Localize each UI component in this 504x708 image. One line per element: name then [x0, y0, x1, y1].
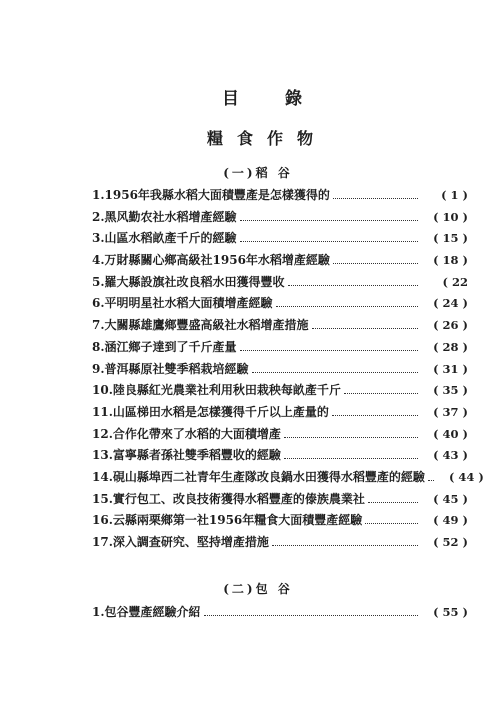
entry-title: 17.深入調查研究、堅持增產措施	[92, 535, 269, 549]
entry-title: 2.黑风勤农社水稻增產經驗	[92, 209, 237, 224]
section-heading-rice: (一)稻 谷	[223, 166, 293, 180]
dot-leader	[240, 220, 418, 221]
dot-leader	[240, 350, 418, 351]
dot-leader	[276, 306, 418, 307]
toc-entry	[92, 229, 468, 251]
page-number: ( 49 )	[433, 513, 468, 528]
dot-leader	[365, 523, 418, 524]
toc-list-rice	[92, 186, 484, 555]
page-number: ( 10 )	[433, 209, 468, 224]
dot-leader	[252, 372, 418, 373]
entry-title: 5.羅大縣設旗社改良稻水田獲得豐收	[92, 274, 285, 289]
page-number: ( 26 )	[433, 318, 468, 333]
toc-entry	[92, 360, 468, 382]
entry-title: 14.硯山縣埠西二社青年生產隊改良鍋水田獲得水稻豐產的經驗	[92, 469, 425, 484]
page-number: ( 31 )	[433, 361, 468, 376]
page-number: ( 15 )	[433, 231, 468, 246]
page-number: ( 52 )	[433, 535, 468, 549]
entry-title: 10.陸良縣紅光農業社利用秋田栽秧每畝產千斤	[92, 383, 341, 398]
dot-leader	[312, 328, 418, 329]
toc-entry	[92, 490, 468, 512]
page-number: ( 18 )	[433, 253, 468, 268]
toc-entry	[92, 381, 468, 403]
page-title: 目錄	[222, 89, 348, 109]
entry-title: 12.合作化帶來了水稻的大面積增產	[92, 426, 281, 441]
toc-entry	[92, 208, 468, 230]
toc-list-corn	[92, 603, 468, 625]
toc-entry	[92, 273, 468, 295]
dot-leader	[288, 285, 418, 286]
page-number: ( 44 )	[448, 469, 484, 484]
page-number: ( 55 )	[433, 605, 468, 619]
entry-title: 15.實行包工、改良技術獲得水稻豐產的傣族農業社	[92, 491, 365, 506]
toc-entry	[92, 533, 468, 555]
category-subtitle: 糧食作物	[206, 129, 327, 148]
page-number: ( 40 )	[433, 426, 468, 441]
dot-leader	[368, 502, 418, 503]
entry-title: 9.普洱縣原社雙季稻栽培經驗	[92, 361, 249, 376]
dot-leader	[240, 241, 418, 242]
dot-leader	[204, 615, 418, 616]
dot-leader	[284, 437, 418, 438]
page-number: ( 1 )	[441, 188, 468, 202]
toc-entry	[92, 446, 468, 468]
toc-entry	[92, 468, 484, 490]
toc-entry	[92, 403, 468, 425]
toc-entry	[92, 294, 468, 316]
dot-leader	[333, 198, 418, 199]
dot-leader	[333, 263, 418, 264]
entry-title: 7.大關縣雄鷹鄉豐盛高級社水稻增產措施	[92, 318, 309, 333]
toc-entry	[92, 603, 468, 625]
entry-title: 11.山區梯田水稻是怎樣獲得千斤以上產量的	[92, 404, 329, 419]
entry-title: 3.山區水稻畝產千斤的經驗	[92, 231, 237, 246]
dot-leader	[344, 393, 418, 394]
toc-entry	[92, 186, 468, 208]
page-number: ( 45 )	[433, 491, 468, 506]
page-number: ( 24 )	[433, 296, 468, 311]
toc-entry	[92, 251, 468, 273]
entry-title: 8.涵江鄉子達到了千斤產量	[92, 339, 237, 354]
toc-entry	[92, 338, 468, 360]
toc-entry	[92, 511, 468, 533]
section-heading-corn: (二)包 谷	[223, 582, 293, 596]
page-number: ( 37 )	[433, 404, 468, 419]
entry-title: 1.1956年我縣水稻大面積豐產是怎樣獲得的	[92, 188, 330, 202]
dot-leader	[428, 480, 434, 481]
entry-title: 13.富寧縣者孫社雙季稻豐收的經驗	[92, 448, 281, 463]
entry-title: 6.平明明星社水稻大面積增產經驗	[92, 296, 273, 311]
entry-title: 4.万財縣關心鄉高級社1956年水稻增產經驗	[92, 253, 330, 268]
entry-title: 1.包谷豐產經驗介紹	[92, 605, 201, 619]
page-number: ( 28 )	[433, 339, 468, 354]
page-number: ( 35 )	[433, 383, 468, 398]
page-number: ( 22	[442, 274, 468, 289]
dot-leader	[284, 458, 418, 459]
page-number: ( 43 )	[433, 448, 468, 463]
entry-title: 16.云縣兩栗鄉第一社1956年糧食大面積豐產經驗	[92, 513, 363, 528]
toc-entry	[92, 425, 468, 447]
dot-leader	[332, 415, 418, 416]
toc-entry	[92, 316, 468, 338]
dot-leader	[272, 545, 418, 546]
